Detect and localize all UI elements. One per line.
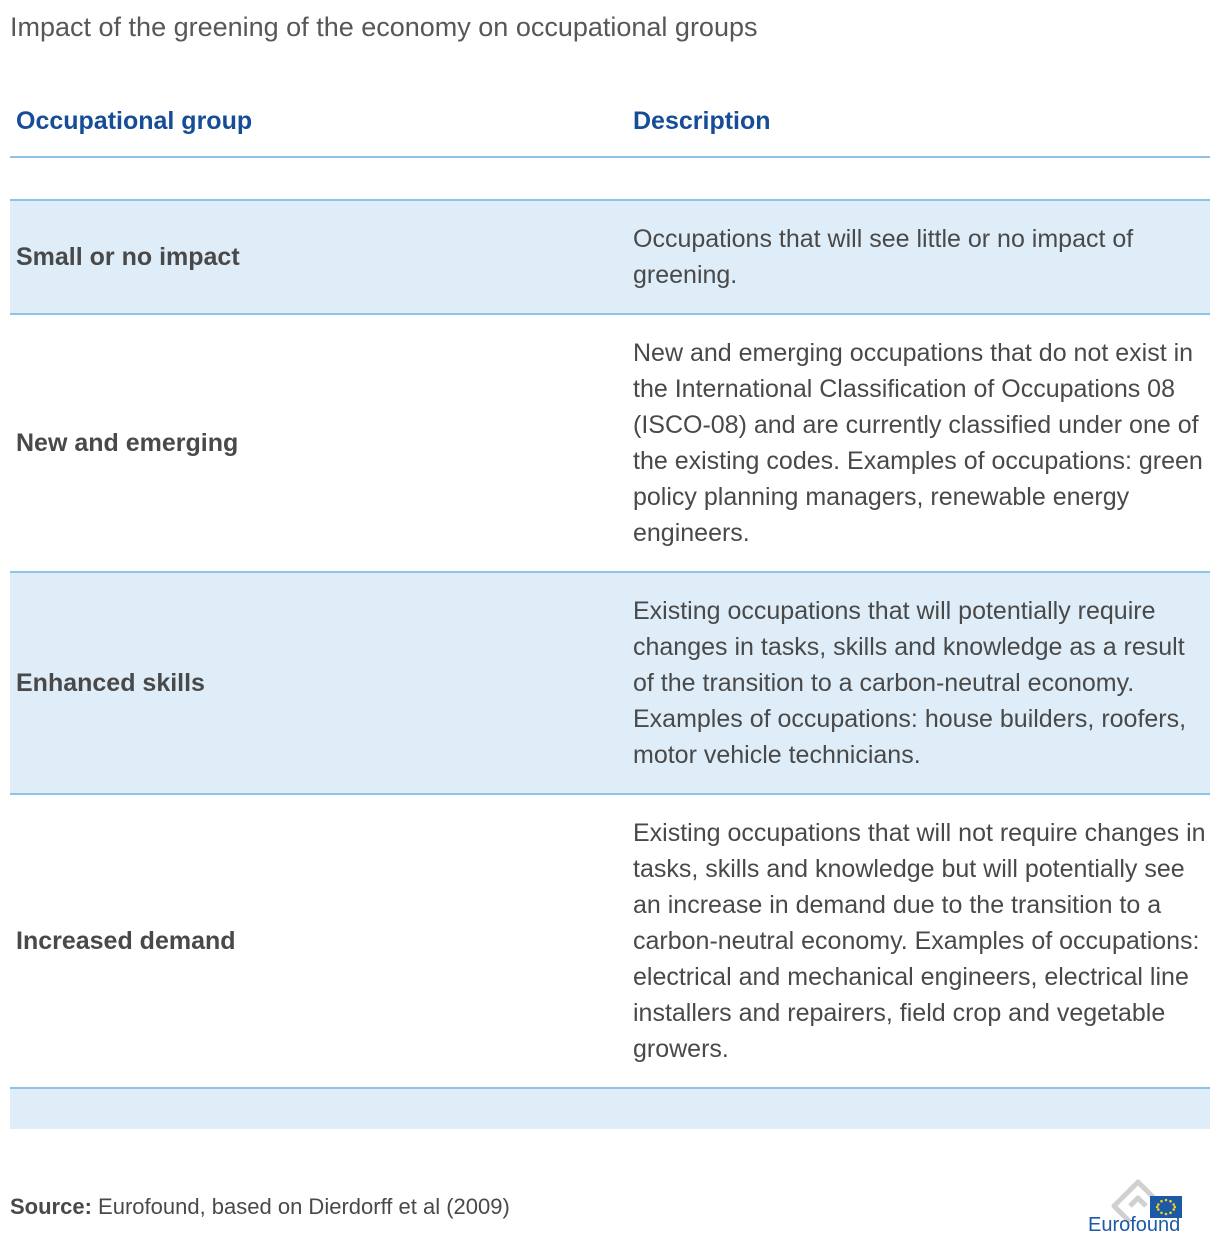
description-cell: New and emerging occupations that do not exist in the International Classification of Occupations 08 (ISCO-08) and are currently classified under one of the existing codes. Examples of occupations: green policy planning managers, renewable energy engineers. bbox=[633, 339, 1203, 547]
source-note bbox=[10, 1194, 510, 1220]
description-cell: Occupations that will see little or no impact of greening. bbox=[633, 225, 1134, 289]
description-cell: Existing occupations that will not require changes in tasks, skills and knowledge but will potentially see an increase in demand due to the transition to a carbon-neutral economy. Examples of occupations: electrical and mechanical engineers, electrical line installers and repairers, field crop and vegetable growers. bbox=[633, 819, 1206, 1063]
table-header bbox=[10, 86, 1210, 158]
table-row bbox=[10, 795, 1210, 1089]
occupational-group-cell: Small or no impact bbox=[16, 242, 240, 271]
occupational-group-cell: Increased demand bbox=[16, 926, 236, 955]
description-cell: Existing occupations that will potentially require changes in tasks, skills and knowledge as a result of the transition to a carbon-neutral economy. Examples of occupations: house builders, roofers, motor vehicle technicians. bbox=[633, 597, 1187, 769]
table-row bbox=[10, 573, 1210, 795]
eurofound-logo-text: Eurofound bbox=[1088, 1214, 1181, 1236]
table-spacer-row bbox=[10, 158, 1210, 201]
table-footer-band bbox=[10, 1089, 1210, 1129]
occupational-group-cell: New and emerging bbox=[16, 428, 239, 457]
page-title: Impact of the greening of the economy on occupational groups bbox=[10, 12, 758, 42]
header-occupational-group: Occupational group bbox=[16, 106, 253, 135]
source-text: Eurofound, based on Dierdorff et al (2009) bbox=[98, 1194, 510, 1219]
table-row bbox=[10, 315, 1210, 573]
table-row bbox=[10, 201, 1210, 315]
occupational-groups-table bbox=[10, 86, 1210, 1129]
source-label: Source: bbox=[10, 1194, 92, 1219]
occupational-group-cell: Enhanced skills bbox=[16, 668, 205, 697]
header-description: Description bbox=[633, 106, 771, 135]
